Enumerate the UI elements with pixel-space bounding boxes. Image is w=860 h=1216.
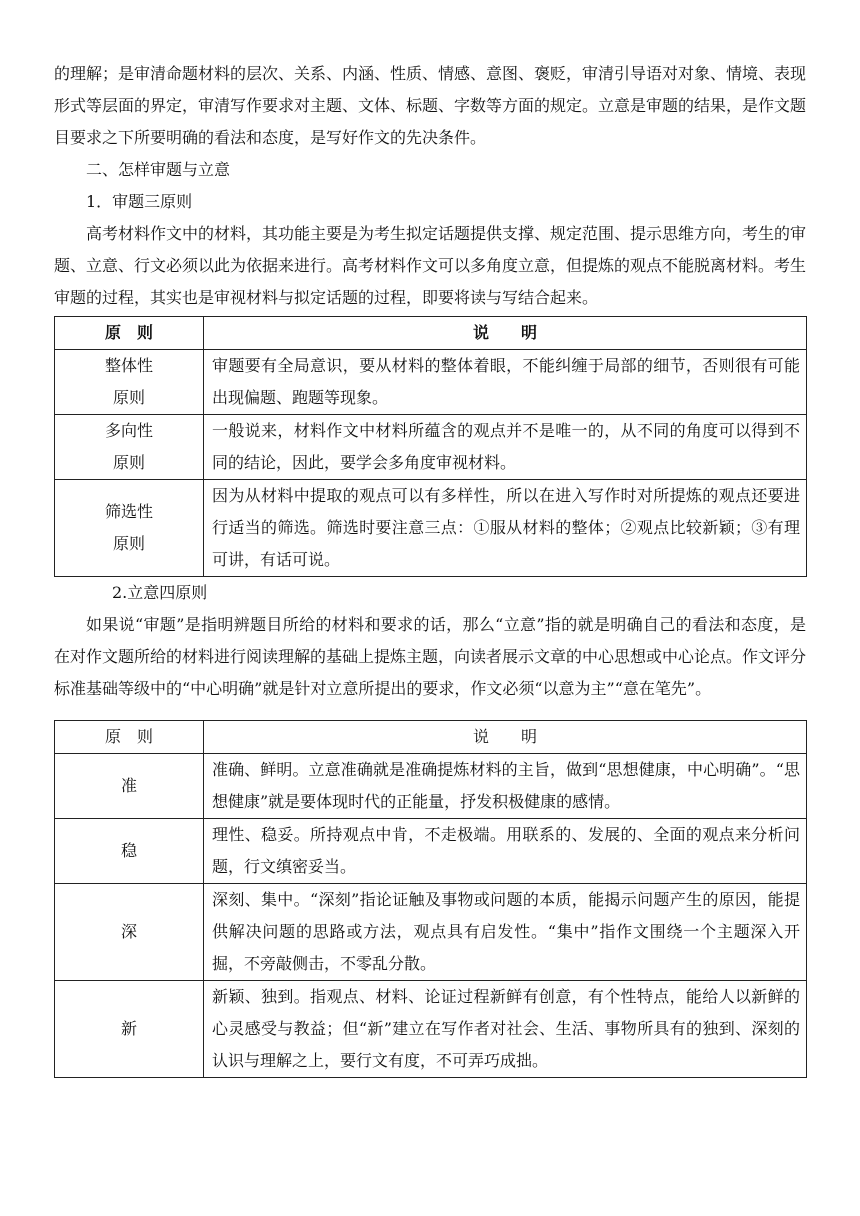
table-row <box>55 981 807 1078</box>
table-row <box>55 480 807 577</box>
table-row <box>55 415 807 480</box>
section-heading: 二、怎样审题与立意 <box>86 160 231 179</box>
document-page <box>54 58 806 1078</box>
principle-name-line2: 原则 <box>112 453 145 472</box>
table-header-description: 说 明 <box>204 317 807 350</box>
subsection-heading-1: 1．审题三原则 <box>86 192 193 211</box>
principle-name-cell <box>55 415 204 480</box>
table-header-principle: 原 则 <box>55 721 204 754</box>
intro-paragraph: 的理解；是审清命题材料的层次、关系、内涵、性质、情感、意图、褒贬，审清引导语对对象、情境、表现形式等层面的界定，审清写作要求对主题、文体、标题、字数等方面的规定。立意是审题的结果，是作文题目要求之下所要明确的看法和态度，是写好作文的先决条件。 <box>54 64 807 147</box>
table-row <box>55 754 807 819</box>
table-header-description: 说 明 <box>204 721 807 754</box>
table-row <box>55 350 807 415</box>
table-row <box>55 819 807 884</box>
principle-description-cell: 理性、稳妥。所持观点中肯，不走极端。用联系的、发展的、全面的观点来分析问题，行文缜密妥当。 <box>204 819 807 884</box>
principle-name-cell: 深 <box>55 884 204 981</box>
table-header-row <box>55 721 807 754</box>
principle-name-cell: 准 <box>55 754 204 819</box>
principle-description-cell: 因为从材料中提取的观点可以有多样性，所以在进入写作时对所提炼的观点还要进行适当的筛选。筛选时要注意三点：①服从材料的整体；②观点比较新颖；③有理可讲，有话可说。 <box>204 480 807 577</box>
table-row <box>55 884 807 981</box>
principle-description-cell: 深刻、集中。“深刻”指论证触及事物或问题的本质，能揭示问题产生的原因，能提供解决问题的思路或方法，观点具有启发性。“集中”指作文围绕一个主题深入开掘，不旁敲侧击，不零乱分散。 <box>204 884 807 981</box>
principle-name-cell: 新 <box>55 981 204 1078</box>
principle-description-cell: 新颖、独到。指观点、材料、论证过程新鲜有创意，有个性特点，能给人以新鲜的心灵感受与教益；但“新”建立在写作者对社会、生活、事物所具有的独到、深刻的认识与理解之上，要行文有度，不可弄巧成拙。 <box>204 981 807 1078</box>
subsection-1-paragraph: 高考材料作文中的材料，其功能主要是为考生拟定话题提供支撑、规定范围、提示思维方向，考生的审题、立意、行文必须以此为依据来进行。高考材料作文可以多角度立意，但提炼的观点不能脱离材料。考生审题的过程，其实也是审视材料与拟定话题的过程，即要将读与写结合起来。 <box>54 224 807 307</box>
review-principles-table <box>54 316 807 577</box>
principle-name-line2: 原则 <box>112 534 145 553</box>
principle-name-cell <box>55 350 204 415</box>
spacer <box>54 705 806 720</box>
principle-description-cell: 审题要有全局意识，要从材料的整体着眼，不能纠缠于局部的细节，否则很有可能出现偏题、跑题等现象。 <box>204 350 807 415</box>
principle-name-cell: 稳 <box>55 819 204 884</box>
principle-description-cell: 准确、鲜明。立意准确就是准确提炼材料的主旨，做到“思想健康，中心明确”。“思想健康”就是要体现时代的正能量，抒发积极健康的感情。 <box>204 754 807 819</box>
principle-description-cell: 一般说来，材料作文中材料所蕴含的观点并不是唯一的，从不同的角度可以得到不同的结论，因此，要学会多角度审视材料。 <box>204 415 807 480</box>
table-header-principle: 原 则 <box>55 317 204 350</box>
principle-name-cell <box>55 480 204 577</box>
principle-name-line1: 多向性 <box>104 421 153 440</box>
intent-principles-table <box>54 720 807 1078</box>
principle-name-line1: 筛选性 <box>104 502 153 521</box>
subsection-heading-2: 2.立意四原则 <box>112 583 208 602</box>
principle-name-line1: 整体性 <box>104 356 153 375</box>
table-header-row <box>55 317 807 350</box>
principle-name-line2: 原则 <box>112 388 145 407</box>
subsection-2-paragraph: 如果说“审题”是指明辨题目所给的材料和要求的话，那么“立意”指的就是明确自己的看法和态度，是在对作文题所给的材料进行阅读理解的基础上提炼主题，向读者展示文章的中心思想或中心论点。作文评分标准基础等级中的“中心明确”就是针对立意所提出的要求，作文必须“以意为主”“意在笔先”。 <box>54 615 807 698</box>
